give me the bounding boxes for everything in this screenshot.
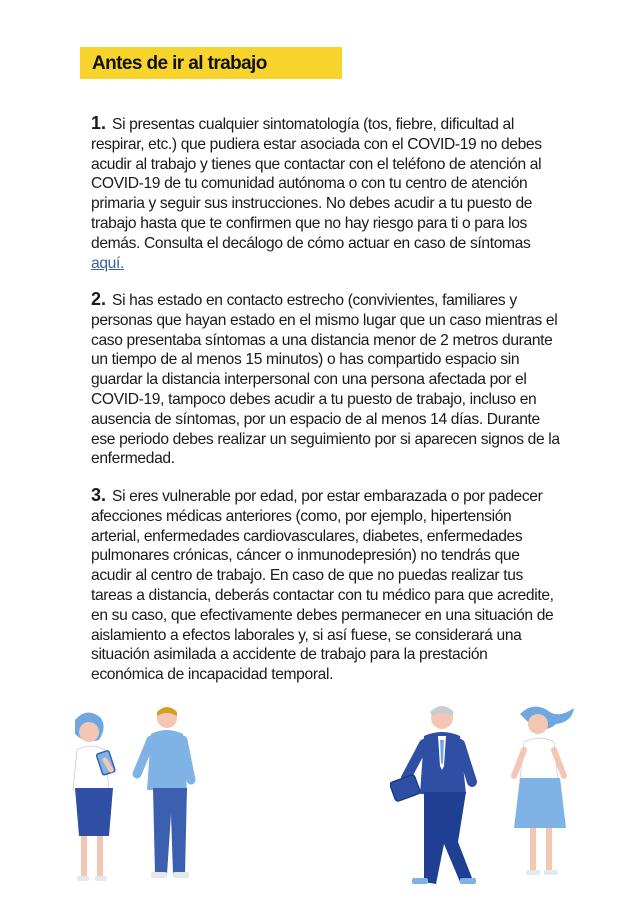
item-3-text: Si eres vulnerable por edad, por estar embarazada o por padecer afecciones médicas anteriores (como, por ejemplo, hipertensión arterial, enfermedades cardiovasculares, diabetes, enfermedades pulmonares crónicas, cáncer o inmunodepresión) no tendrás que acudir al centro de trabajo. En caso de que no puedas realizar tus tareas a distancia, deberás contactar con tu médico para que acredite, en su caso, que efectivamente debes permanecer en una situación de aislamiento a efectos laborales y, si así fuese, se considerará una situación asimilada a accidente de trabajo para la prestación económica de incapacidad temporal. bbox=[91, 488, 554, 684]
item-1-text: Si presentas cualquier sintomatología (tos, fiebre, dificultad al respirar, etc.) que pudiera estar asociada con el COVID-19 no debes acudir al trabajo y tienes que contactar con el teléfono de atención al COVID-19 de tu comunidad autónoma o con tu centro de atención primaria y seguir sus instrucciones. No debes acudir a tu puesto de trabajo hasta que te confirmen que no hay riesgo para ti o para los demás. Consulta el decálogo de cómo actuar en caso de síntomas bbox=[91, 116, 542, 252]
section-title: Antes de ir al trabajo bbox=[92, 53, 267, 74]
item-3-paragraph bbox=[91, 486, 561, 685]
symptoms-guide-link[interactable]: aquí. bbox=[91, 254, 124, 272]
item-2-number: 2. bbox=[91, 289, 107, 309]
businessman-with-briefcase-figure bbox=[390, 706, 476, 884]
item-2-text: Si has estado en contacto estrecho (convivientes, familiares y personas que hayan estado en el mismo lugar que un caso mientras el caso presentaba síntomas a una distancia menor de 2 metros durante un tiempo de al menos 15 minutos) o has compartido espacio sin guardar la distancia interpersonal con una persona afectada por el COVID-19, tampoco debes acudir a tu puesto de trabajo, incluso en ausencia de síntomas, por un espacio de al menos 14 días. Durante ese periodo debes realizar un seguimiento por si aparecen signos de la enfermedad. bbox=[91, 292, 560, 468]
item-1-number: 1. bbox=[91, 113, 107, 133]
item-2-paragraph bbox=[91, 290, 561, 469]
people-walking-illustration bbox=[390, 700, 590, 900]
people-talking-illustration bbox=[55, 700, 215, 900]
item-3-number: 3. bbox=[91, 485, 107, 505]
woman-walking-figure bbox=[514, 706, 574, 875]
man-standing-figure bbox=[137, 707, 191, 878]
woman-with-tablet-figure bbox=[73, 712, 115, 881]
item-1-paragraph bbox=[91, 114, 561, 273]
